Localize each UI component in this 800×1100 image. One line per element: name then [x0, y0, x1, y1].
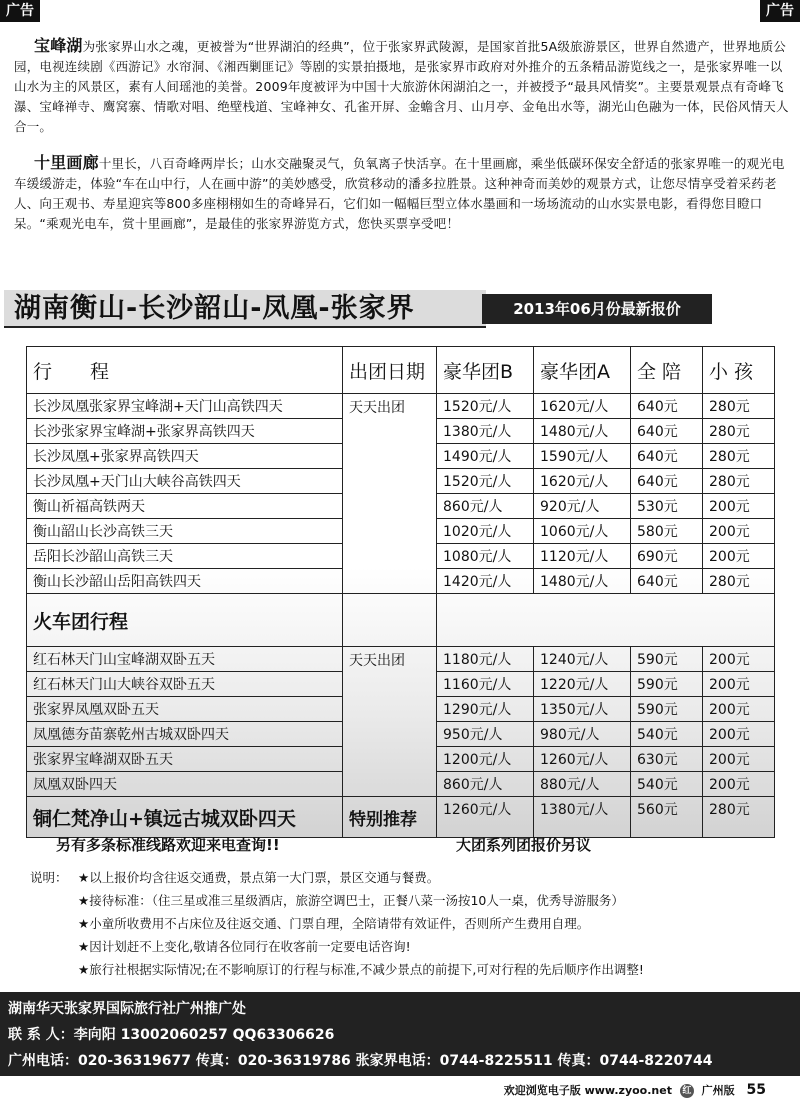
price-escort: 590元	[631, 647, 703, 672]
price-child: 280元	[703, 444, 775, 469]
empty-cell	[343, 594, 437, 647]
intro-text-2: 十里长，八百奇峰两岸长；山水交融聚灵气，负氧离子快活享。在十里画廊，乘坐低碳环保安全舒适的张家界唯一的观光电车缓缓游走，体验“车在山中行，人在画中游”的美妙感受，欣赏移动的潘多拉胜景。这种神奇而美妙的观景方式，让您尽情享受着采药老人、向王观书、寿星迎宾等800多座栩栩如生的奇峰异石，它们如一幅幅巨型立体水墨画和一场场流动的山水实景电影，看得您目瞪口呆。“乘观光电车，赏十里画廊”，是最佳的张家界游览方式，您快买票享受吧！	[14, 156, 785, 231]
route-name: 长沙凤凰+天门山大峡谷高铁四天	[27, 469, 343, 494]
price-b: 1200元/人	[437, 747, 534, 772]
price-escort: 640元	[631, 394, 703, 419]
price-child: 200元	[703, 519, 775, 544]
table-row	[27, 394, 775, 419]
intro-title-2: 十里画廊	[34, 153, 99, 172]
price-a: 880元/人	[534, 772, 631, 797]
agency-name: 湖南华天张家界国际旅行社广州推广处	[8, 1001, 246, 1017]
price-escort: 560元	[631, 797, 703, 838]
intro-paragraph-1	[14, 36, 790, 137]
intro-paragraph-2	[14, 153, 790, 234]
contact-block	[0, 992, 800, 1076]
title-bar	[0, 290, 800, 328]
route-name: 凤凰德夯苗寨乾州古城双卧四天	[27, 722, 343, 747]
edition-label: 广州版	[701, 1084, 735, 1097]
special-recommend-label: 特别推荐	[343, 797, 437, 838]
train-group-label: 火车团行程	[27, 594, 343, 647]
price-escort: 540元	[631, 722, 703, 747]
price-b: 1260元/人	[437, 797, 534, 838]
price-child: 280元	[703, 419, 775, 444]
header-date: 出团日期	[343, 347, 437, 394]
route-name: 红石林天门山宝峰湖双卧五天	[27, 647, 343, 672]
price-escort: 640元	[631, 569, 703, 594]
intro-text-1: 为张家界山水之魂，更被誉为“世界湖泊的经典”，位于张家界武陵源，是国家首批5A级旅游景区，世界自然遗产，世界地质公园，电视连续剧《西游记》水帘洞、《湘西剿匪记》等剧的实景拍摄地，是张家界市政府对外推介的五条精品游览线之一，是张家界唯一以山水为主的风景区，素有人间瑶池的美誉。2009年度被评为中国十大旅游休闲湖泊之一，并被授予“最具风情奖”。主要景观景点有奇峰飞瀑、宝峰禅寺、鹰窝寨、情歌对唱、绝壁栈道、宝峰神女、孔雀开屏、金蟾含月、山月亭、金龟出水等，湖光山色融为一体，民俗风情天人合一。	[14, 39, 789, 134]
price-b: 860元/人	[437, 494, 534, 519]
page-footer	[504, 1082, 766, 1098]
price-a: 920元/人	[534, 494, 631, 519]
price-escort: 640元	[631, 469, 703, 494]
route-name: 衡山韶山长沙高铁三天	[27, 519, 343, 544]
route-name: 铜仁梵净山+镇远古城双卧四天	[27, 797, 343, 838]
price-a: 1380元/人	[534, 797, 631, 838]
price-table-wrap	[26, 346, 774, 838]
page-number: 55	[746, 1082, 766, 1098]
header-child: 小 孩	[703, 347, 775, 394]
price-date-badge: 2013年06月份最新报价	[482, 294, 712, 324]
price-a: 1480元/人	[534, 569, 631, 594]
price-b: 950元/人	[437, 722, 534, 747]
price-child: 200元	[703, 647, 775, 672]
route-name: 长沙凤凰+张家界高铁四天	[27, 444, 343, 469]
price-a: 1620元/人	[534, 469, 631, 494]
route-name: 张家界凤凰双卧五天	[27, 697, 343, 722]
header-escort: 全 陪	[631, 347, 703, 394]
price-child: 280元	[703, 469, 775, 494]
notes-section	[30, 866, 770, 981]
price-b: 1180元/人	[437, 647, 534, 672]
header-luxury-b: 豪华团B	[437, 347, 534, 394]
group-price-note: 大团系列团报价另议	[456, 836, 592, 854]
ad-label-right: 广告	[760, 0, 800, 22]
price-escort: 580元	[631, 519, 703, 544]
price-a: 980元/人	[534, 722, 631, 747]
route-name: 长沙凤凰张家界宝峰湖+天门山高铁四天	[27, 394, 343, 419]
price-child: 280元	[703, 797, 775, 838]
contact-phones: 广州电话：020-36319677 传真：020-36319786 张家界电话：0744-8225511 传真：0744-8220744	[8, 1053, 713, 1069]
price-b: 1520元/人	[437, 469, 534, 494]
price-a: 1620元/人	[534, 394, 631, 419]
price-b: 1420元/人	[437, 569, 534, 594]
price-a: 1350元/人	[534, 697, 631, 722]
route-name: 长沙张家界宝峰湖+张家界高铁四天	[27, 419, 343, 444]
more-routes-note: 另有多条标准线路欢迎来电查询!!	[56, 836, 280, 854]
departure-date: 天天出团	[343, 394, 437, 594]
price-a: 1590元/人	[534, 444, 631, 469]
ad-label-left: 广告	[0, 0, 40, 22]
table-footnote	[26, 834, 774, 856]
empty-cell	[437, 594, 775, 647]
intro-section	[14, 36, 790, 250]
header-route: 行 程	[27, 347, 343, 394]
price-child: 200元	[703, 772, 775, 797]
price-child: 200元	[703, 672, 775, 697]
special-row	[27, 797, 775, 838]
route-name: 岳阳长沙韶山高铁三天	[27, 544, 343, 569]
price-escort: 690元	[631, 544, 703, 569]
header-luxury-a: 豪华团A	[534, 347, 631, 394]
price-table	[26, 346, 775, 838]
note-item: ★小童所收费用不占床位及往返交通、门票自理，全陪请带有效证件，否则所产生费用自理。	[78, 916, 590, 931]
price-child: 280元	[703, 569, 775, 594]
page-title: 湖南衡山-长沙韶山-凤凰-张家界	[4, 290, 486, 328]
route-name: 红石林天门山大峡谷双卧五天	[27, 672, 343, 697]
price-b: 860元/人	[437, 772, 534, 797]
note-item: ★以上报价均含往返交通费，景点第一大门票，景区交通与餐费。	[78, 870, 440, 885]
train-group-row	[27, 594, 775, 647]
price-escort: 640元	[631, 444, 703, 469]
price-a: 1240元/人	[534, 647, 631, 672]
price-b: 1020元/人	[437, 519, 534, 544]
note-item: ★旅行社根据实际情况;在不影响原订的行程与标准,不减少景点的前提下,可对行程的先后顺序作出调整!	[78, 962, 644, 977]
price-a: 1120元/人	[534, 544, 631, 569]
price-child: 200元	[703, 494, 775, 519]
note-item: ★接待标准：（住三星或准三星级酒店，旅游空调巴士，正餐八菜一汤按10人一桌，优秀导游服务）	[78, 893, 624, 908]
price-b: 1380元/人	[437, 419, 534, 444]
price-child: 280元	[703, 394, 775, 419]
price-b: 1490元/人	[437, 444, 534, 469]
route-name: 衡山长沙韶山岳阳高铁四天	[27, 569, 343, 594]
price-b: 1080元/人	[437, 544, 534, 569]
price-escort: 540元	[631, 772, 703, 797]
note-item: ★因计划赶不上变化,敬请各位同行在收客前一定要电话咨询!	[78, 939, 411, 954]
price-b: 1520元/人	[437, 394, 534, 419]
price-child: 200元	[703, 722, 775, 747]
intro-title-1: 宝峰湖	[34, 36, 83, 55]
route-name: 张家界宝峰湖双卧五天	[27, 747, 343, 772]
price-escort: 530元	[631, 494, 703, 519]
brand-logo-icon: 红	[680, 1084, 694, 1098]
price-a: 1060元/人	[534, 519, 631, 544]
price-escort: 630元	[631, 747, 703, 772]
site-note: 欢迎浏览电子版 www.zyoo.net	[503, 1084, 672, 1097]
departure-date: 天天出团	[343, 647, 437, 797]
contact-person: 联 系 人：李向阳 13002060257 QQ63306626	[8, 1027, 335, 1043]
price-a: 1260元/人	[534, 747, 631, 772]
price-a: 1480元/人	[534, 419, 631, 444]
price-b: 1290元/人	[437, 697, 534, 722]
table-row	[27, 647, 775, 672]
route-name: 衡山祈福高铁两天	[27, 494, 343, 519]
notes-label: 说明：	[30, 870, 68, 885]
price-b: 1160元/人	[437, 672, 534, 697]
price-escort: 640元	[631, 419, 703, 444]
price-a: 1220元/人	[534, 672, 631, 697]
price-escort: 590元	[631, 672, 703, 697]
route-name: 凤凰双卧四天	[27, 772, 343, 797]
price-escort: 590元	[631, 697, 703, 722]
price-child: 200元	[703, 544, 775, 569]
price-child: 200元	[703, 697, 775, 722]
table-header-row	[27, 347, 775, 394]
price-child: 200元	[703, 747, 775, 772]
